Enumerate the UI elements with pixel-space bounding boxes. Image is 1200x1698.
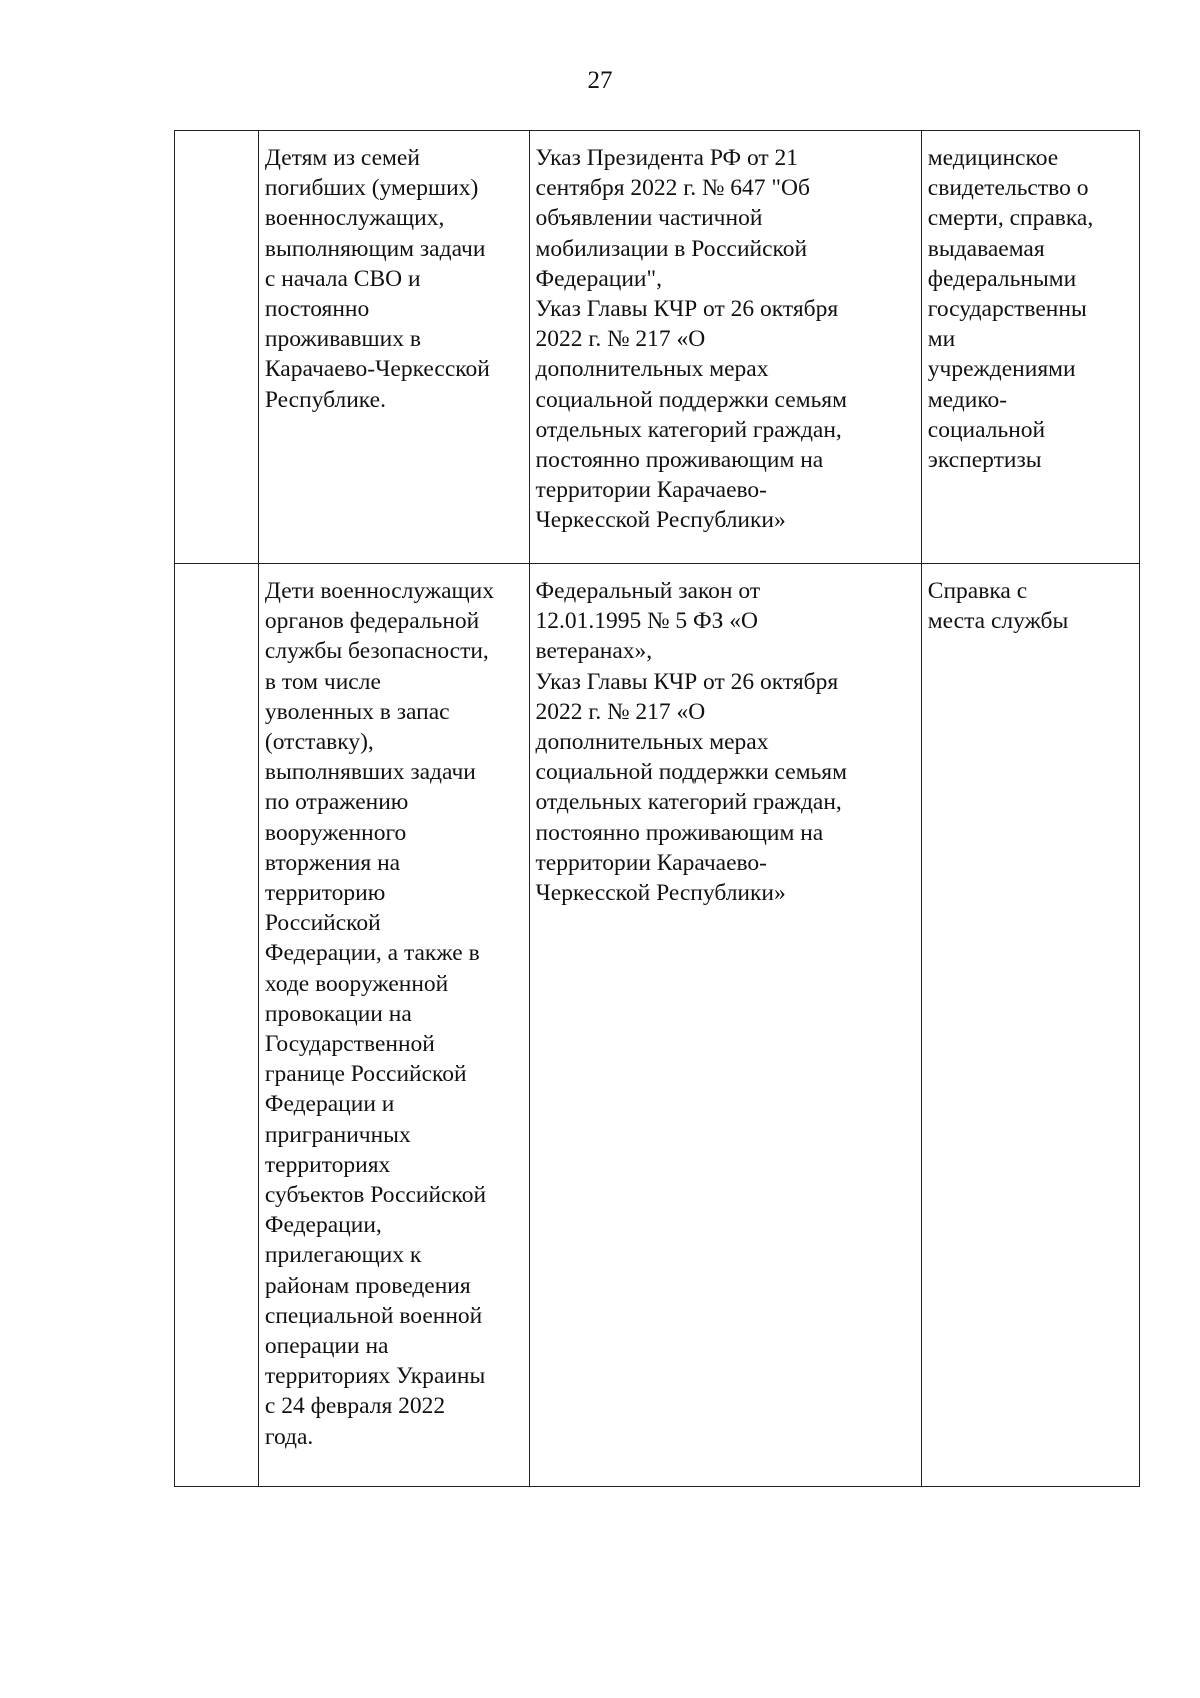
cell-text-line: свидетельство о (927, 175, 1089, 202)
cell-text-line: Федерации, а также в (264, 940, 480, 967)
category-cell (258, 131, 529, 564)
cell-text-line: Федерации и (264, 1091, 395, 1118)
cell-text-line: федеральными (927, 265, 1077, 292)
cell-text-line: дополнительных мерах (535, 356, 769, 383)
cell-text-line: социальной (927, 416, 1046, 443)
cell-text-line: по отражению (264, 789, 409, 816)
cell-text-line: постоянно (264, 296, 370, 323)
cell-text-line: сентября 2022 г. № 647 "Об (535, 175, 810, 202)
legal-basis-cell (529, 131, 921, 564)
cell-text-line: 2022 г. № 217 «О (535, 698, 706, 725)
cell-text-line: провокации на (264, 1000, 412, 1027)
cell-text-line: медицинское (927, 145, 1059, 171)
cell-text-line: объявлении частичной (535, 205, 763, 232)
cell-text-line: территории Карачаево- (535, 849, 768, 876)
cell-text-line: дополнительных мерах (535, 729, 769, 756)
cell-text-line: Карачаево-Черкесской (264, 356, 490, 383)
benefits-table (174, 130, 1140, 1487)
cell-text-line: прилегающих к (264, 1242, 422, 1269)
cell-text-line: отдельных категорий граждан, (535, 416, 842, 443)
cell-text-line: Дети военнослужащих (264, 578, 494, 604)
cell-text-line: территориях Украины (264, 1363, 486, 1390)
cell-text-line: выполнявших задачи (264, 759, 476, 786)
cell-text-line: территорию (264, 880, 386, 907)
cell-text-line: специальной военной (264, 1302, 483, 1329)
cell-text-line: мобилизации в Российской (535, 235, 808, 262)
cell-text-line: органов федеральной (264, 608, 480, 635)
cell-text-line: территориях (264, 1151, 391, 1178)
cell-text-line: Справка с (927, 578, 1028, 604)
cell-text-line: Указ Президента РФ от 21 (535, 145, 799, 171)
cell-text-line: вооруженного (264, 819, 407, 846)
cell-text-line: года. (264, 1423, 314, 1450)
cell-text-line: социальной поддержки семьям (535, 759, 847, 786)
cell-text-line: государственны (927, 296, 1087, 323)
cell-text-line: с начала СВО и (264, 265, 421, 292)
cell-text-line: Российской (264, 910, 381, 937)
cell-text-line: 2022 г. № 217 «О (535, 326, 706, 353)
cell-text-line: Черкесской Республики» (535, 880, 786, 907)
documents-cell (921, 564, 1139, 1487)
cell-text-line: ветеранах», (535, 638, 653, 665)
cell-text-line: районам проведения (264, 1272, 471, 1299)
cell-text-line: медико- (927, 386, 1008, 413)
cell-text-line: Указ Главы КЧР от 26 октября (535, 668, 839, 695)
cell-text-line: приграничных (264, 1121, 411, 1148)
cell-text-line: Черкесской Республики» (535, 507, 786, 534)
cell-text-line: экспертизы (927, 447, 1042, 474)
cell-text-line: субъектов Российской (264, 1182, 487, 1209)
documents-cell (921, 131, 1139, 564)
cell-text-line: выполняющим задачи (264, 235, 486, 262)
cell-text-line: уволенных в запас (264, 698, 450, 725)
page-number: 27 (587, 67, 613, 94)
cell-text-line: Детям из семей (264, 145, 420, 171)
cell-text-line: места службы (927, 608, 1069, 635)
cell-text-line: операции на (264, 1333, 389, 1360)
cell-text-line: социальной поддержки семьям (535, 386, 847, 413)
cell-text-line: территории Карачаево- (535, 477, 768, 504)
row-number-cell (175, 131, 259, 564)
cell-text-line: Республике. (264, 386, 386, 413)
category-cell (258, 564, 529, 1487)
cell-text-line: (отставку), (264, 729, 374, 756)
cell-text-line: Федерации", (535, 265, 662, 292)
legal-basis-cell (529, 564, 921, 1487)
cell-text-line: учреждениями (927, 356, 1076, 383)
cell-text-line: постоянно проживающим на (535, 447, 824, 474)
cell-text-line: Федерации, (264, 1212, 382, 1239)
cell-text-line: вторжения на (264, 849, 401, 876)
cell-text-line: 12.01.1995 № 5 ФЗ «О (535, 608, 758, 635)
table-row (175, 131, 1140, 564)
cell-text-line: погибших (умерших) (264, 175, 479, 202)
cell-text-line: проживавших в (264, 326, 421, 353)
cell-text-line: военнослужащих, (264, 205, 445, 232)
cell-text-line: ходе вооруженной (264, 970, 449, 997)
cell-text-line: Федеральный закон от (535, 578, 761, 604)
cell-text-line: отдельных категорий граждан, (535, 789, 842, 816)
cell-text-line: в том числе (264, 668, 381, 695)
cell-text-line: выдаваемая (927, 235, 1045, 262)
table-row (175, 564, 1140, 1487)
cell-text-line: службы безопасности, (264, 638, 489, 665)
cell-text-line: ми (927, 326, 956, 353)
row-number-cell (175, 564, 259, 1487)
cell-text-line: границе Российской (264, 1061, 467, 1088)
cell-text-line: смерти, справка, (927, 205, 1094, 232)
cell-text-line: Указ Главы КЧР от 26 октября (535, 296, 839, 323)
cell-text-line: постоянно проживающим на (535, 819, 824, 846)
cell-text-line: с 24 февраля 2022 (264, 1393, 446, 1420)
cell-text-line: Государственной (264, 1031, 435, 1058)
